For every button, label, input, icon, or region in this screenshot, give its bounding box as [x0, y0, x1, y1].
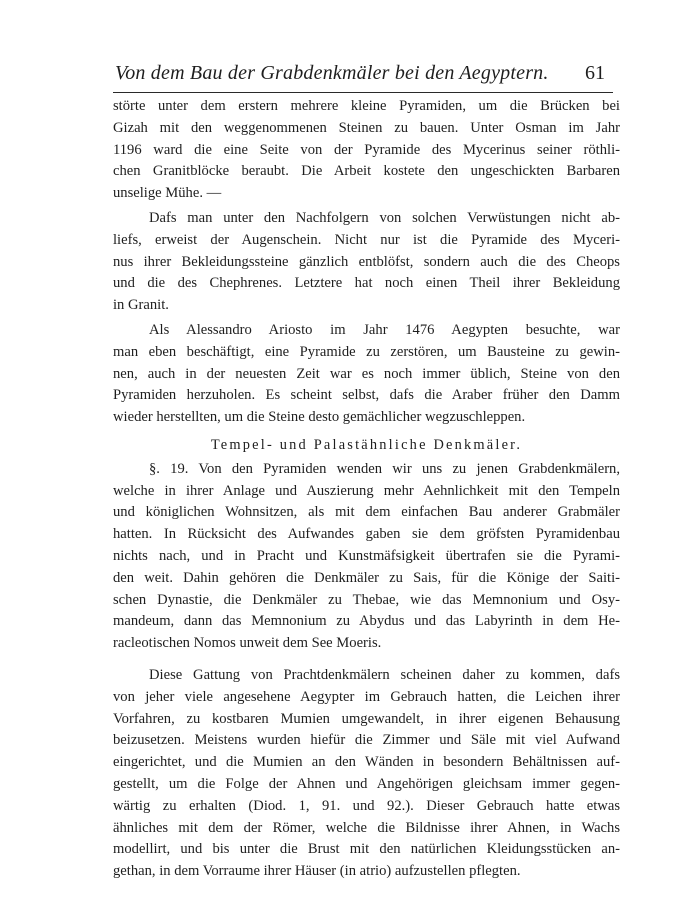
text-line: mandeum, dann das Memnonium zu Abydus und das Labyrinth in dem He-: [113, 613, 620, 630]
text-line: Diese Gattung von Prachtdenkmälern scheinen daher zu kommen, dafs: [149, 666, 620, 683]
text-line: welche in ihrer Anlage und Auszierung mehr Aehnlichkeit mit den Tempeln: [113, 482, 620, 499]
paragraph-1: [113, 96, 620, 205]
text-line: nichts nach, und in Pracht und Kunstmäfsigkeit übertrafen sie die Pyrami-: [113, 547, 620, 564]
text-line: störte unter dem erstern mehrere kleine Pyramiden, um die Brücken bei: [113, 98, 620, 114]
text-line: liefs, erweist der Augenschein. Nicht nur ist die Pyramide des Myceri-: [113, 231, 620, 248]
text-line: gestellt, um die Folge der Ahnen und Angehörigen gleichsam immer gegen-: [113, 775, 620, 792]
text-line: Gizah mit den weggenommenen Steinen zu bauen. Unter Osman im Jahr: [113, 119, 620, 136]
text-line: nen, auch in der neuesten Zeit war es noch immer üblich, Steine von den: [113, 365, 620, 382]
section-heading: Tempel- und Palastähnliche Denkmäler.: [210, 436, 523, 453]
text-line: den weit. Dahin gehören die Denkmäler zu Sais, für die Könige der Saiti-: [113, 569, 620, 586]
text-line: von jeher viele angesehene Aegypter im Gebrauch hatten, die Leichen ihrer: [113, 688, 620, 705]
text-line: chen Granitblöcke beraubt. Die Arbeit kostete den ungeschickten Barbaren: [113, 163, 620, 180]
paragraph-5: [113, 665, 620, 883]
running-title: Von dem Bau der Grabdenkmäler bei den Aegyptern.: [115, 62, 549, 84]
text-line: ähnliches mit dem der Römer, welche die Bildnisse ihrer Ahnen, in Wachs: [113, 819, 620, 836]
page-body: [113, 96, 620, 883]
text-line: und die des Chephrenes. Letztere hat noch einen Theil ihrer Bekleidung: [113, 275, 620, 292]
text-line: eingerichtet, und die Mumien an den Wänden in besondern Behältnissen auf-: [113, 754, 620, 771]
text-line: wieder herstellten, um die Steine desto gemächlicher wegzuschleppen.: [113, 409, 526, 426]
text-line: modellirt, und bis unter die Brust mit den natürlichen Kleidungsstücken an-: [113, 841, 620, 858]
text-line: hatten. In Rücksicht des Aufwandes gaben sie dem gröfsten Pyramidenbau: [113, 526, 620, 543]
running-header: [115, 62, 605, 92]
text-line: gethan, in dem Vorraume ihrer Häuser (in atrio) aufzustellen pflegten.: [113, 863, 521, 880]
text-line: unselige Mühe. —: [113, 185, 222, 202]
text-line: man eben beschäftigt, eine Pyramide zu zerstören, um Bausteine zu gewin-: [113, 343, 620, 360]
text-line: racleotischen Nomos unweit dem See Moeris.: [113, 635, 382, 652]
text-line: Pyramiden herzuholen. Es scheint selbst, dafs die Araber früher den Damm: [113, 387, 620, 404]
text-line: 1196 ward die eine Seite von der Pyramide des Mycerinus seiner röthli-: [113, 141, 620, 158]
text-line: Dafs man unter den Nachfolgern von solchen Verwüstungen nicht ab-: [149, 209, 620, 226]
paragraph-4: [113, 459, 620, 655]
text-line: nus ihrer Bekleidungssteine gänzlich entblöfst, sondern auch die des Cheops: [113, 253, 620, 270]
text-line: §. 19. Von den Pyramiden wenden wir uns zu jenen Grabdenkmälern,: [149, 460, 620, 477]
text-line: in Granit.: [113, 297, 169, 314]
text-line: und königlichen Wohnsitzen, als mit dem einfachen Bau anderer Grabmäler: [113, 504, 620, 521]
text-line: wärtig zu erhalten (Diod. 1, 91. und 92.). Dieser Gebrauch hatte etwas: [113, 797, 620, 814]
header-rule: [113, 92, 613, 93]
paragraph-3: [113, 320, 620, 429]
text-line: Als Alessandro Ariosto im Jahr 1476 Aegypten besuchte, war: [149, 321, 620, 338]
page-number: 61: [585, 62, 605, 84]
text-line: schen Dynastie, die Denkmäler zu Thebae, wie das Memnonium und Osy-: [113, 591, 620, 608]
paragraph-2: [113, 208, 620, 317]
text-line: beizusetzen. Meistens wurden hiefür die Zimmer und Säle mit viel Aufwand: [113, 732, 620, 749]
text-line: Vorfahren, zu kostbaren Mumien umgewandelt, in ihrer eigenen Behausung: [113, 710, 620, 727]
